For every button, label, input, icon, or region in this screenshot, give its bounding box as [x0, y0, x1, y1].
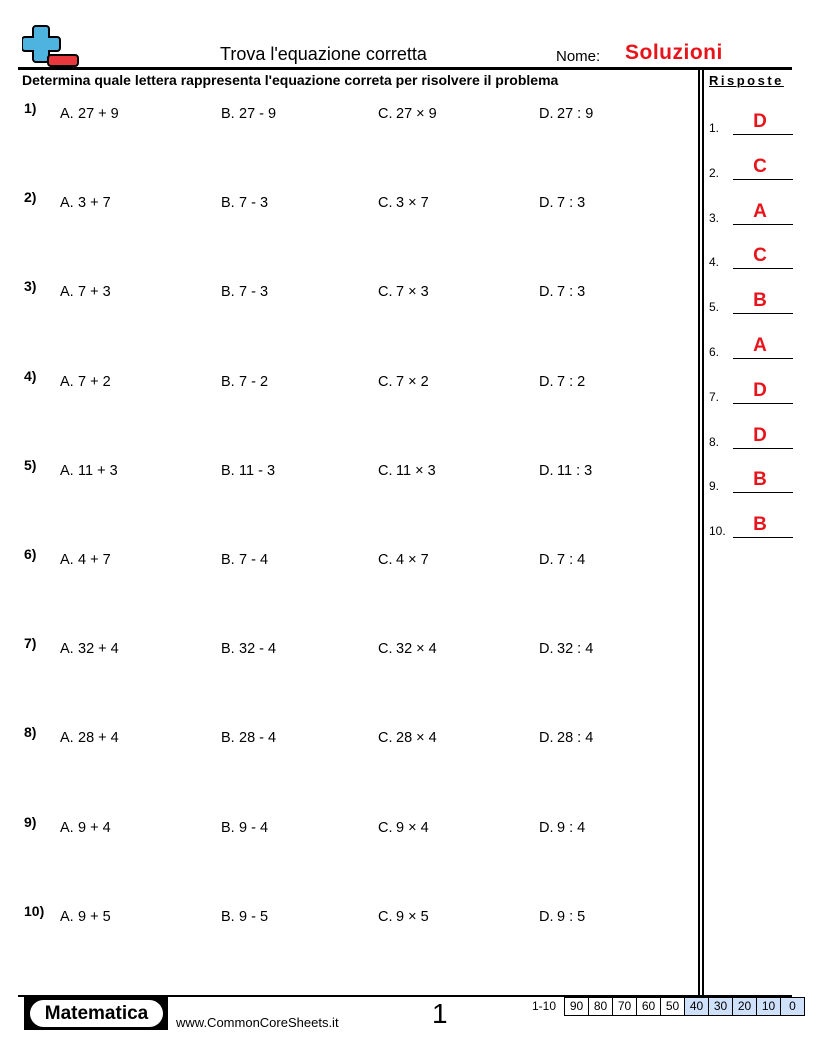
- plus-minus-logo-icon: [22, 24, 80, 68]
- option-expression: 7 : 3: [557, 284, 586, 301]
- answer-number: 1.: [709, 121, 720, 135]
- option-a: [60, 641, 119, 657]
- option-letter: D.: [539, 819, 554, 836]
- option-expression: 27 - 9: [239, 106, 277, 122]
- option-letter: D.: [539, 195, 554, 212]
- option-letter: D.: [539, 730, 554, 747]
- answer-value: D: [753, 379, 767, 401]
- score-cell: 60: [637, 997, 661, 1016]
- answer-value: D: [753, 424, 767, 446]
- option-b: [221, 374, 268, 390]
- option-d: [539, 106, 593, 122]
- option-letter: C.: [378, 819, 393, 836]
- option-letter: D.: [539, 284, 554, 301]
- answer-row: [709, 111, 793, 135]
- question-row: [0, 456, 690, 483]
- answer-row: [709, 245, 793, 269]
- option-b: [221, 284, 268, 300]
- option-b: [221, 195, 268, 211]
- option-letter: C.: [378, 462, 393, 479]
- option-expression: 7 × 2: [396, 373, 429, 390]
- option-expression: 11 + 3: [78, 462, 118, 479]
- option-expression: 3 + 7: [78, 195, 111, 212]
- answer-line: [733, 268, 793, 269]
- option-letter: B.: [221, 552, 235, 568]
- option-expression: 7 - 3: [239, 284, 269, 301]
- option-expression: 11 × 3: [396, 462, 436, 479]
- option-b: [221, 730, 276, 746]
- option-expression: 9 × 4: [396, 819, 429, 836]
- option-expression: 27 : 9: [557, 106, 594, 122]
- option-letter: C.: [378, 641, 393, 658]
- option-c: [378, 195, 429, 211]
- option-c: [378, 463, 436, 479]
- option-letter: A.: [60, 106, 74, 122]
- question-number: 2): [24, 189, 37, 206]
- score-table: [532, 997, 805, 1016]
- question-row: [0, 635, 690, 661]
- option-d: [539, 909, 585, 925]
- option-c: [378, 552, 429, 568]
- option-d: [539, 195, 585, 211]
- score-cell: 50: [661, 997, 685, 1016]
- answer-line: [733, 179, 793, 180]
- score-range-label: 1-10: [532, 999, 557, 1013]
- option-d: [539, 820, 585, 836]
- option-letter: B.: [221, 730, 235, 747]
- option-expression: 9 : 4: [557, 819, 586, 836]
- option-a: [60, 106, 119, 122]
- option-b: [221, 641, 276, 657]
- option-expression: 32 + 4: [78, 641, 119, 658]
- answer-line: [733, 448, 793, 449]
- score-cell: 90: [564, 997, 589, 1016]
- option-letter: B.: [221, 195, 235, 212]
- option-c: [378, 106, 437, 122]
- option-b: [221, 909, 268, 925]
- option-expression: 7 - 4: [239, 552, 269, 568]
- instructions: Determina quale lettera rappresenta l'equazione correta per risolvere il problema: [22, 72, 559, 88]
- option-d: [539, 463, 592, 479]
- option-a: [60, 374, 111, 390]
- option-letter: C.: [378, 195, 393, 212]
- score-cell: 20: [733, 997, 757, 1016]
- option-letter: B.: [221, 819, 235, 836]
- answer-number: 5.: [709, 300, 720, 315]
- option-a: [60, 552, 111, 568]
- answer-line: [733, 134, 793, 135]
- option-letter: C.: [378, 730, 393, 747]
- option-a: [60, 909, 111, 925]
- header-divider: [18, 67, 792, 70]
- option-letter: B.: [221, 462, 235, 479]
- option-expression: 9 + 4: [78, 819, 111, 836]
- option-letter: D.: [539, 552, 554, 568]
- answers-heading: Risposte: [709, 73, 784, 88]
- answer-line: [733, 492, 793, 493]
- option-d: [539, 374, 585, 390]
- option-letter: A.: [60, 641, 74, 658]
- option-letter: A.: [60, 284, 74, 301]
- answer-value: D: [753, 111, 767, 132]
- question-number: 6): [24, 546, 37, 562]
- option-letter: C.: [378, 284, 393, 301]
- name-label: Nome:: [556, 48, 601, 65]
- option-d: [539, 552, 585, 568]
- option-expression: 7 - 2: [239, 373, 269, 390]
- answer-line: [733, 537, 793, 538]
- option-expression: 9 × 5: [396, 908, 429, 925]
- option-expression: 4 × 7: [396, 552, 429, 568]
- score-cell: 0: [781, 997, 805, 1016]
- answer-number: 3.: [709, 210, 720, 225]
- option-letter: C.: [378, 908, 393, 925]
- page-number: 1: [432, 998, 448, 1029]
- option-expression: 11 - 3: [239, 462, 276, 479]
- option-d: [539, 730, 593, 746]
- answer-line: [733, 224, 793, 225]
- option-expression: 7 + 2: [78, 373, 111, 390]
- option-expression: 7 : 3: [557, 195, 586, 212]
- option-expression: 11 : 3: [557, 462, 593, 479]
- score-cell: 40: [685, 997, 709, 1016]
- question-row: [0, 189, 690, 215]
- option-b: [221, 820, 268, 836]
- option-letter: A.: [60, 730, 74, 747]
- option-letter: A.: [60, 819, 74, 836]
- question-row: [0, 902, 690, 929]
- option-expression: 28 + 4: [78, 730, 119, 747]
- option-c: [378, 374, 429, 390]
- answer-value: A: [753, 335, 767, 356]
- option-expression: 9 - 4: [239, 819, 269, 836]
- option-letter: D.: [539, 106, 554, 122]
- answer-column-divider: [698, 70, 700, 996]
- option-a: [60, 284, 111, 300]
- question-number: 5): [24, 456, 37, 473]
- answer-number: 9.: [709, 479, 720, 494]
- answer-row: [709, 425, 793, 449]
- option-letter: A.: [60, 552, 74, 568]
- name-value: Soluzioni: [625, 41, 723, 64]
- option-expression: 32 × 4: [396, 641, 437, 658]
- answer-row: [709, 469, 793, 493]
- option-letter: B.: [221, 908, 235, 925]
- option-expression: 28 : 4: [557, 730, 594, 747]
- answer-row: [709, 290, 793, 314]
- option-letter: C.: [378, 552, 393, 568]
- answer-number: 6.: [709, 345, 720, 359]
- website-url: www.CommonCoreSheets.it: [176, 1015, 339, 1030]
- option-letter: A.: [60, 373, 74, 390]
- option-expression: 7 : 4: [557, 552, 586, 568]
- question-number: 4): [24, 367, 37, 384]
- option-expression: 27 × 9: [396, 106, 437, 122]
- answer-value: C: [753, 155, 767, 177]
- question-row: [0, 100, 690, 126]
- option-a: [60, 730, 119, 746]
- worksheet-title: Trova l'equazione corretta: [220, 44, 427, 64]
- option-letter: D.: [539, 462, 554, 479]
- score-cell: 10: [757, 997, 781, 1016]
- answer-value: C: [753, 245, 767, 267]
- question-row: [0, 724, 690, 750]
- option-b: [221, 552, 268, 568]
- option-letter: B.: [221, 641, 235, 658]
- option-c: [378, 730, 437, 746]
- option-letter: B.: [221, 284, 235, 301]
- option-a: [60, 463, 118, 479]
- option-expression: 9 - 5: [239, 908, 269, 925]
- question-row: [0, 278, 690, 304]
- question-row: [0, 367, 690, 394]
- option-expression: 9 : 5: [557, 908, 586, 925]
- option-expression: 28 × 4: [396, 730, 437, 747]
- question-number: 3): [24, 278, 37, 295]
- answer-line: [733, 358, 793, 359]
- answer-number: 4.: [709, 255, 720, 270]
- score-cell: 80: [589, 997, 613, 1016]
- option-expression: 4 + 7: [78, 552, 111, 568]
- answer-row: [709, 156, 793, 180]
- option-d: [539, 641, 593, 657]
- option-b: [221, 463, 275, 479]
- option-letter: B.: [221, 106, 235, 122]
- option-expression: 27 + 9: [78, 106, 119, 122]
- answer-value: B: [753, 514, 767, 536]
- option-letter: C.: [378, 373, 393, 390]
- option-expression: 9 + 5: [78, 908, 111, 925]
- option-c: [378, 284, 429, 300]
- option-letter: D.: [539, 373, 554, 390]
- option-b: [221, 106, 276, 122]
- option-expression: 7 : 2: [557, 373, 586, 390]
- question-row: [0, 813, 690, 840]
- option-letter: A.: [60, 195, 74, 212]
- question-number: 8): [24, 724, 37, 741]
- answer-row: [709, 380, 793, 404]
- answer-line: [733, 313, 793, 314]
- option-letter: B.: [221, 373, 235, 390]
- option-a: [60, 195, 111, 211]
- subject-badge: Matematica: [30, 1000, 163, 1027]
- answer-number: 2.: [709, 165, 720, 180]
- option-letter: A.: [60, 462, 74, 479]
- option-c: [378, 909, 429, 925]
- option-expression: 7 - 3: [239, 195, 269, 212]
- question-number: 1): [24, 100, 37, 116]
- answer-value: B: [753, 469, 767, 491]
- answer-value: A: [753, 200, 767, 222]
- option-a: [60, 820, 111, 836]
- option-c: [378, 820, 429, 836]
- answer-row: [709, 514, 793, 538]
- score-cell: 70: [613, 997, 637, 1016]
- answer-line: [733, 403, 793, 404]
- option-d: [539, 284, 585, 300]
- answer-value: B: [753, 290, 767, 312]
- score-cell: 30: [709, 997, 733, 1016]
- option-letter: D.: [539, 641, 554, 658]
- option-expression: 28 - 4: [239, 730, 277, 747]
- option-c: [378, 641, 437, 657]
- question-number: 9): [24, 813, 37, 830]
- question-number: 10): [24, 902, 45, 919]
- option-letter: A.: [60, 908, 74, 925]
- answer-number: 8.: [709, 434, 720, 449]
- option-expression: 3 × 7: [396, 195, 429, 212]
- option-expression: 32 - 4: [239, 641, 277, 658]
- answer-number: 7.: [709, 389, 720, 404]
- option-expression: 7 × 3: [396, 284, 429, 301]
- answer-column-divider: [702, 70, 704, 996]
- answer-row: [709, 201, 793, 225]
- option-letter: C.: [378, 106, 393, 122]
- answer-row: [709, 335, 793, 359]
- option-letter: D.: [539, 908, 554, 925]
- option-expression: 32 : 4: [557, 641, 594, 658]
- question-row: [0, 546, 690, 572]
- answer-number: 10.: [709, 524, 726, 539]
- option-expression: 7 + 3: [78, 284, 111, 301]
- question-number: 7): [24, 635, 37, 652]
